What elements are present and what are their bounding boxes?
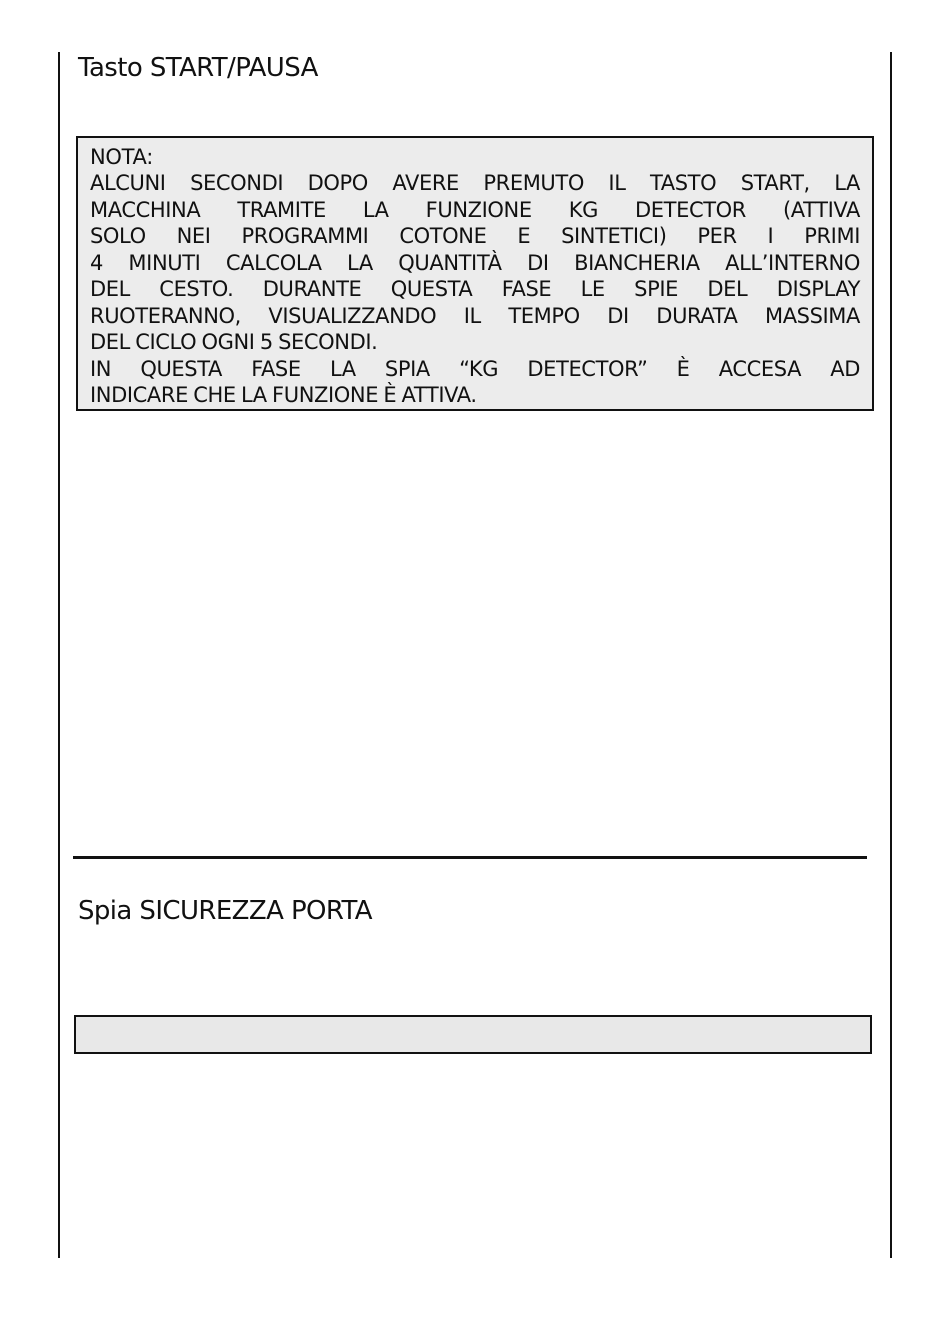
right-margin-rule [890, 52, 892, 1258]
start-pause-heading: Tasto START/PAUSA [78, 53, 318, 83]
note-line: IN QUESTA FASE LA SPIA “KG DETECTOR” È ACCESA AD [90, 356, 860, 381]
door-lock-heading: Spia SICUREZZA PORTA [78, 896, 372, 926]
note-line: MACCHINA TRAMITE LA FUNZIONE KG DETECTOR (ATTIVA [90, 197, 860, 222]
note-body [90, 170, 860, 409]
left-margin-rule [58, 52, 60, 1258]
note-line: SOLO NEI PROGRAMMI COTONE E SINTETICI) PER I PRIMI [90, 224, 860, 248]
note-line: DEL CESTO. DURANTE QUESTA FASE LE SPIE DEL DISPLAY [90, 277, 860, 301]
note-line: ALCUNI SECONDI DOPO AVERE PREMUTO IL TASTO START, LA [90, 171, 860, 195]
note-title: NOTA: [90, 145, 154, 169]
note-line: DEL CICLO OGNI 5 SECONDI. [90, 330, 378, 354]
note-line: INDICARE CHE LA FUNZIONE È ATTIVA. [90, 383, 477, 407]
note-box [76, 136, 874, 411]
door-lock-note-box [74, 1015, 872, 1054]
note-line: RUOTERANNO, VISUALIZZANDO IL TEMPO DI DURATA MASSIMA [90, 303, 860, 328]
section-divider [73, 856, 867, 859]
note-line: 4 MINUTI CALCOLA LA QUANTITÀ DI BIANCHERIA ALL’INTERNO [90, 250, 860, 275]
